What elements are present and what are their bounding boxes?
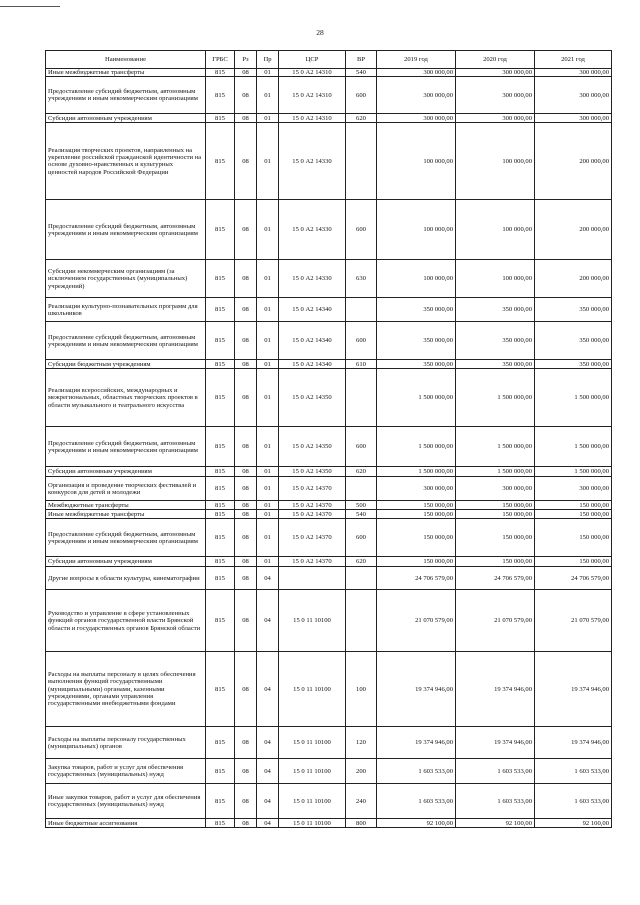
row-2020: 21 070 579,00 (456, 590, 535, 652)
row-csr: 15 0 А2 14330 (279, 123, 346, 200)
row-2021: 1 500 000,00 (535, 427, 612, 467)
row-2020: 1 500 000,00 (456, 427, 535, 467)
table-row (46, 69, 612, 77)
row-2020: 19 374 946,00 (456, 652, 535, 727)
row-rz: 08 (235, 819, 257, 828)
row-pr: 04 (257, 727, 279, 759)
table-row (46, 360, 612, 369)
row-name: Реализация культурно-познавательных программ для школьников (46, 298, 206, 322)
row-grbs: 815 (206, 427, 235, 467)
table-row (46, 727, 612, 759)
row-2019: 100 000,00 (377, 123, 456, 200)
row-grbs: 815 (206, 298, 235, 322)
row-2020: 150 000,00 (456, 510, 535, 519)
row-2020: 300 000,00 (456, 477, 535, 501)
row-pr: 04 (257, 590, 279, 652)
row-2019: 92 100,00 (377, 819, 456, 828)
row-grbs: 815 (206, 501, 235, 510)
row-2020: 1 500 000,00 (456, 369, 535, 427)
header-csr: ЦСР (279, 51, 346, 69)
row-vr (346, 590, 377, 652)
row-grbs: 815 (206, 200, 235, 260)
row-2021: 300 000,00 (535, 477, 612, 501)
row-rz: 08 (235, 69, 257, 77)
row-2019: 300 000,00 (377, 77, 456, 114)
table-row (46, 819, 612, 828)
row-vr: 620 (346, 557, 377, 567)
table-row (46, 260, 612, 298)
table-row (46, 369, 612, 427)
row-2019: 1 500 000,00 (377, 369, 456, 427)
row-csr: 15 0 А2 14340 (279, 322, 346, 360)
row-2021: 300 000,00 (535, 69, 612, 77)
header-rz: Рз (235, 51, 257, 69)
row-2019: 350 000,00 (377, 360, 456, 369)
row-grbs: 815 (206, 77, 235, 114)
row-2019: 150 000,00 (377, 519, 456, 557)
row-pr: 01 (257, 557, 279, 567)
row-2019: 24 706 579,00 (377, 567, 456, 590)
table-row (46, 427, 612, 467)
row-2019: 300 000,00 (377, 477, 456, 501)
row-2020: 350 000,00 (456, 322, 535, 360)
row-2020: 350 000,00 (456, 298, 535, 322)
row-grbs: 815 (206, 360, 235, 369)
table-row (46, 77, 612, 114)
row-rz: 08 (235, 369, 257, 427)
row-rz: 08 (235, 519, 257, 557)
row-2019: 350 000,00 (377, 322, 456, 360)
row-grbs: 815 (206, 114, 235, 123)
row-2021: 200 000,00 (535, 260, 612, 298)
row-rz: 08 (235, 567, 257, 590)
row-grbs: 815 (206, 519, 235, 557)
row-2021: 19 374 946,00 (535, 727, 612, 759)
row-2020: 1 500 000,00 (456, 467, 535, 477)
row-vr: 540 (346, 510, 377, 519)
row-rz: 08 (235, 590, 257, 652)
row-name: Предоставление субсидий бюджетным, автономным учреждениям и иным некоммерческим организациям (46, 322, 206, 360)
row-vr: 500 (346, 501, 377, 510)
row-name: Субсидии автономным учреждениям (46, 557, 206, 567)
row-pr: 01 (257, 114, 279, 123)
row-vr: 100 (346, 652, 377, 727)
row-name: Организация и проведение творческих фестивалей и конкурсов для детей и молодежи (46, 477, 206, 501)
row-rz: 08 (235, 200, 257, 260)
row-name: Субсидии автономным учреждениям (46, 114, 206, 123)
row-name: Расходы на выплаты персоналу в целях обеспечения выполнения функций государственными (муниципальными) органами, казенными учреждениями, органами управления государственными внебюджетными фондами (46, 652, 206, 727)
table-row (46, 477, 612, 501)
row-2020: 350 000,00 (456, 360, 535, 369)
row-2021: 150 000,00 (535, 510, 612, 519)
row-pr: 01 (257, 501, 279, 510)
row-2019: 1 500 000,00 (377, 467, 456, 477)
row-vr: 600 (346, 77, 377, 114)
row-2021: 24 706 579,00 (535, 567, 612, 590)
row-2021: 150 000,00 (535, 501, 612, 510)
row-2020: 150 000,00 (456, 557, 535, 567)
header-pr: Пр (257, 51, 279, 69)
row-name: Субсидии автономным учреждениям (46, 467, 206, 477)
row-rz: 08 (235, 784, 257, 819)
row-vr: 630 (346, 260, 377, 298)
row-rz: 08 (235, 298, 257, 322)
row-vr: 600 (346, 322, 377, 360)
row-csr: 15 0 А2 14340 (279, 360, 346, 369)
row-2019: 1 500 000,00 (377, 427, 456, 467)
row-rz: 08 (235, 427, 257, 467)
row-pr: 01 (257, 123, 279, 200)
row-grbs: 815 (206, 819, 235, 828)
row-csr: 15 0 А2 14350 (279, 427, 346, 467)
row-csr: 15 0 А2 14370 (279, 519, 346, 557)
row-2019: 1 603 533,00 (377, 784, 456, 819)
row-vr (346, 369, 377, 427)
row-grbs: 815 (206, 590, 235, 652)
row-2020: 1 603 533,00 (456, 784, 535, 819)
table-row (46, 784, 612, 819)
row-grbs: 815 (206, 322, 235, 360)
row-2021: 1 603 533,00 (535, 784, 612, 819)
row-2019: 19 374 946,00 (377, 727, 456, 759)
row-pr: 01 (257, 69, 279, 77)
row-name: Реализация творческих проектов, направленных на укрепление российской гражданской идентичности на основе духовно-нравственных и культурных ценностей народов Российской Федерации (46, 123, 206, 200)
row-rz: 08 (235, 557, 257, 567)
table-row (46, 510, 612, 519)
row-csr: 15 0 11 10100 (279, 759, 346, 784)
row-pr: 01 (257, 77, 279, 114)
row-name: Иные бюджетные ассигнования (46, 819, 206, 828)
row-pr: 04 (257, 759, 279, 784)
row-2019: 21 070 579,00 (377, 590, 456, 652)
row-pr: 01 (257, 369, 279, 427)
row-vr: 600 (346, 519, 377, 557)
row-rz: 08 (235, 501, 257, 510)
row-2021: 350 000,00 (535, 322, 612, 360)
row-2020: 300 000,00 (456, 114, 535, 123)
row-csr (279, 567, 346, 590)
row-2020: 300 000,00 (456, 77, 535, 114)
row-2020: 150 000,00 (456, 501, 535, 510)
row-rz: 08 (235, 360, 257, 369)
row-name: Иные закупки товаров, работ и услуг для обеспечения государственных (муниципальных) нужд (46, 784, 206, 819)
row-pr: 01 (257, 322, 279, 360)
row-grbs: 815 (206, 69, 235, 77)
row-2020: 24 706 579,00 (456, 567, 535, 590)
row-name: Иные межбюджетные трансферты (46, 69, 206, 77)
row-vr: 240 (346, 784, 377, 819)
row-pr: 01 (257, 477, 279, 501)
row-csr: 15 0 А2 14370 (279, 510, 346, 519)
row-name: Предоставление субсидий бюджетным, автономным учреждениям и иным некоммерческим организациям (46, 77, 206, 114)
table-row (46, 567, 612, 590)
header-vr: ВР (346, 51, 377, 69)
row-pr: 04 (257, 567, 279, 590)
row-rz: 08 (235, 77, 257, 114)
row-vr: 620 (346, 114, 377, 123)
table-row (46, 123, 612, 200)
row-grbs: 815 (206, 567, 235, 590)
row-vr: 200 (346, 759, 377, 784)
table-row (46, 501, 612, 510)
row-csr: 15 0 А2 14310 (279, 114, 346, 123)
row-grbs: 815 (206, 652, 235, 727)
row-grbs: 815 (206, 727, 235, 759)
row-pr: 01 (257, 467, 279, 477)
row-2021: 1 500 000,00 (535, 369, 612, 427)
row-vr: 600 (346, 200, 377, 260)
row-vr: 800 (346, 819, 377, 828)
row-pr: 04 (257, 819, 279, 828)
row-grbs: 815 (206, 467, 235, 477)
table-row (46, 200, 612, 260)
row-name: Расходы на выплаты персоналу государственных (муниципальных) органов (46, 727, 206, 759)
row-csr: 15 0 11 10100 (279, 727, 346, 759)
top-rule (0, 6, 60, 7)
row-name: Межбюджетные трансферты (46, 501, 206, 510)
row-2019: 300 000,00 (377, 114, 456, 123)
row-2021: 19 374 946,00 (535, 652, 612, 727)
row-2020: 150 000,00 (456, 519, 535, 557)
row-2021: 1 500 000,00 (535, 467, 612, 477)
row-2021: 150 000,00 (535, 557, 612, 567)
row-name: Реализация всероссийских, международных и межрегиональных, областных творческих проектов в области музыкального и театрального искусства (46, 369, 206, 427)
row-2019: 150 000,00 (377, 510, 456, 519)
row-2019: 19 374 946,00 (377, 652, 456, 727)
row-2021: 200 000,00 (535, 123, 612, 200)
table-row (46, 759, 612, 784)
row-name: Предоставление субсидий бюджетным, автономным учреждениям и иным некоммерческим организациям (46, 519, 206, 557)
row-grbs: 815 (206, 759, 235, 784)
row-rz: 08 (235, 260, 257, 298)
row-pr: 01 (257, 510, 279, 519)
row-2020: 92 100,00 (456, 819, 535, 828)
row-2021: 150 000,00 (535, 519, 612, 557)
row-2019: 150 000,00 (377, 557, 456, 567)
row-2019: 100 000,00 (377, 260, 456, 298)
row-vr (346, 477, 377, 501)
row-rz: 08 (235, 759, 257, 784)
row-rz: 08 (235, 652, 257, 727)
row-vr: 120 (346, 727, 377, 759)
header-2021: 2021 год (535, 51, 612, 69)
row-name: Закупка товаров, работ и услуг для обеспечения государственных (муниципальных) нужд (46, 759, 206, 784)
row-csr: 15 0 11 10100 (279, 784, 346, 819)
row-vr (346, 567, 377, 590)
row-pr: 01 (257, 427, 279, 467)
row-2019: 100 000,00 (377, 200, 456, 260)
table-row (46, 467, 612, 477)
row-vr: 620 (346, 467, 377, 477)
row-2021: 350 000,00 (535, 298, 612, 322)
budget-table (45, 50, 612, 828)
row-name: Иные межбюджетные трансферты (46, 510, 206, 519)
row-csr: 15 0 А2 14370 (279, 477, 346, 501)
row-rz: 08 (235, 727, 257, 759)
table-body (46, 69, 612, 828)
table-row (46, 557, 612, 567)
row-grbs: 815 (206, 477, 235, 501)
row-pr: 01 (257, 200, 279, 260)
row-rz: 08 (235, 322, 257, 360)
row-name: Субсидии бюджетным учреждениям (46, 360, 206, 369)
table-row (46, 322, 612, 360)
row-csr: 15 0 А2 14370 (279, 501, 346, 510)
row-pr: 01 (257, 519, 279, 557)
row-2021: 21 070 579,00 (535, 590, 612, 652)
row-2019: 1 603 533,00 (377, 759, 456, 784)
row-vr (346, 298, 377, 322)
row-csr: 15 0 А2 14310 (279, 69, 346, 77)
header-grbs: ГРБС (206, 51, 235, 69)
row-grbs: 815 (206, 260, 235, 298)
row-2019: 350 000,00 (377, 298, 456, 322)
row-pr: 01 (257, 260, 279, 298)
row-csr: 15 0 11 10100 (279, 590, 346, 652)
row-pr: 04 (257, 652, 279, 727)
row-pr: 01 (257, 360, 279, 369)
row-2021: 300 000,00 (535, 114, 612, 123)
row-name: Субсидии некоммерческим организациям (за исключением государственных (муниципальных) учреждений) (46, 260, 206, 298)
row-rz: 08 (235, 123, 257, 200)
row-2020: 300 000,00 (456, 69, 535, 77)
row-2020: 19 374 946,00 (456, 727, 535, 759)
row-grbs: 815 (206, 510, 235, 519)
row-2020: 1 603 533,00 (456, 759, 535, 784)
row-csr: 15 0 А2 14330 (279, 260, 346, 298)
header-2020: 2020 год (456, 51, 535, 69)
row-vr (346, 123, 377, 200)
row-2021: 200 000,00 (535, 200, 612, 260)
row-grbs: 815 (206, 369, 235, 427)
row-csr: 15 0 А2 14350 (279, 369, 346, 427)
row-name: Руководство и управление в сфере установленных функций органов государственной власти Брянской области и государственных органов Брянской области (46, 590, 206, 652)
row-name: Предоставление субсидий бюджетным, автономным учреждениям и иным некоммерческим организациям (46, 200, 206, 260)
table-row (46, 590, 612, 652)
row-grbs: 815 (206, 557, 235, 567)
row-2021: 300 000,00 (535, 77, 612, 114)
row-vr: 610 (346, 360, 377, 369)
row-2019: 300 000,00 (377, 69, 456, 77)
row-grbs: 815 (206, 123, 235, 200)
row-rz: 08 (235, 467, 257, 477)
row-csr: 15 0 11 10100 (279, 652, 346, 727)
row-pr: 01 (257, 298, 279, 322)
row-csr: 15 0 А2 14350 (279, 467, 346, 477)
row-2021: 1 603 533,00 (535, 759, 612, 784)
row-rz: 08 (235, 510, 257, 519)
row-csr: 15 0 А2 14310 (279, 77, 346, 114)
row-csr: 15 0 А2 14340 (279, 298, 346, 322)
page-number: 28 (316, 28, 324, 37)
table-row (46, 114, 612, 123)
table-row (46, 652, 612, 727)
row-2020: 100 000,00 (456, 260, 535, 298)
row-2020: 100 000,00 (456, 123, 535, 200)
row-2021: 92 100,00 (535, 819, 612, 828)
row-rz: 08 (235, 477, 257, 501)
row-vr: 540 (346, 69, 377, 77)
header-name: Наименование (46, 51, 206, 69)
row-2021: 350 000,00 (535, 360, 612, 369)
table-row (46, 298, 612, 322)
row-grbs: 815 (206, 784, 235, 819)
row-name: Другие вопросы в области культуры, кинематографии (46, 567, 206, 590)
row-rz: 08 (235, 114, 257, 123)
header-2019: 2019 год (377, 51, 456, 69)
row-pr: 04 (257, 784, 279, 819)
header-row (46, 51, 612, 69)
table-row (46, 519, 612, 557)
row-csr: 15 0 11 10100 (279, 819, 346, 828)
row-2020: 100 000,00 (456, 200, 535, 260)
row-2019: 150 000,00 (377, 501, 456, 510)
row-csr: 15 0 А2 14370 (279, 557, 346, 567)
row-name: Предоставление субсидий бюджетным, автономным учреждениям и иным некоммерческим организациям (46, 427, 206, 467)
row-vr: 600 (346, 427, 377, 467)
row-csr: 15 0 А2 14330 (279, 200, 346, 260)
